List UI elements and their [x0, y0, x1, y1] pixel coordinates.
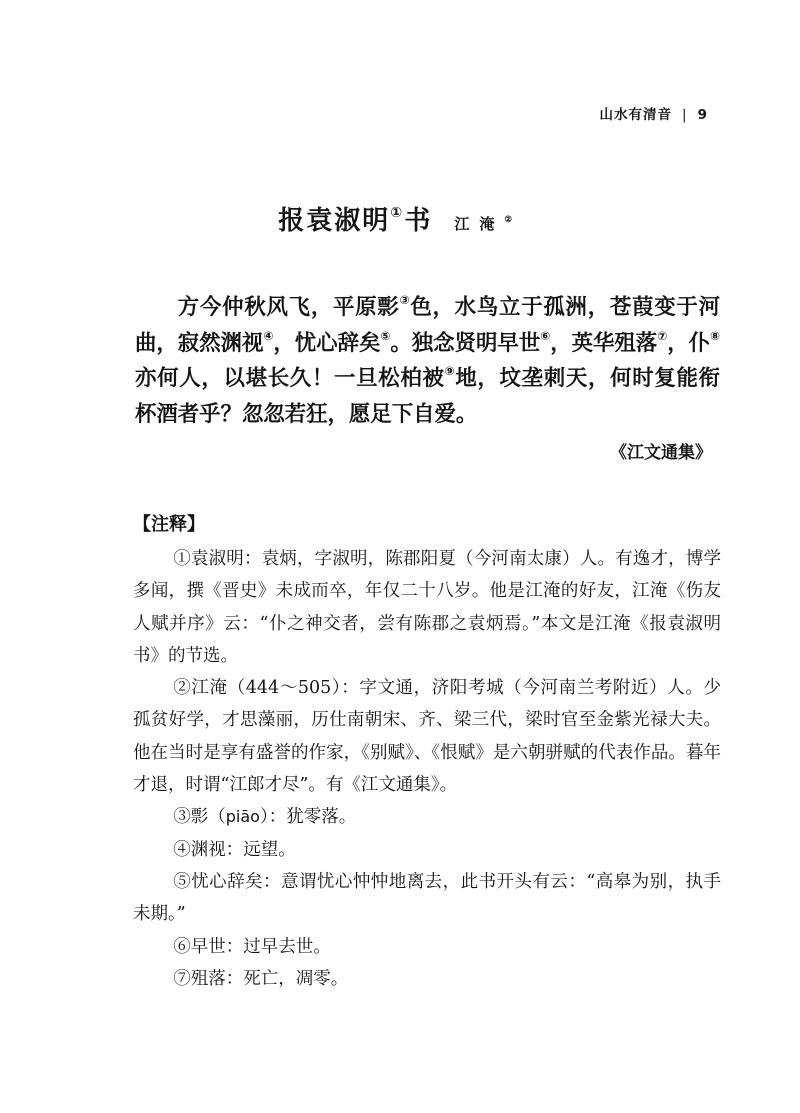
- note-7: ⑦殂落：死亡，凋零。: [173, 968, 349, 989]
- essay-text-segment: ，英华殂落: [550, 330, 658, 356]
- essay-text-segment: 色，水鸟立于孤洲，苍葭变于河曲，寂然渊视: [135, 295, 720, 356]
- essay-text-segment: 方今仲秋风飞，平原彯: [177, 295, 400, 320]
- essay-text-segment: 亦何人，以堪长久！一旦松柏被: [135, 366, 445, 391]
- title-text-part-2: 书: [404, 206, 433, 236]
- note-3: [133, 801, 721, 833]
- author-text: 江淹: [454, 215, 505, 233]
- running-title: 山水有清音: [599, 107, 673, 123]
- essay-text-segment: 地，坟垄刺天，何时复能衔杯酒者乎？忽忽若狂，愿足下自爱。: [135, 366, 720, 427]
- note-marker: ③: [399, 293, 411, 307]
- note-5: ⑤忧心辞矣：意谓忧心忡忡地离去，此书开头有云：“高皋为别，执手未期。”: [133, 871, 721, 925]
- essay-title: [0, 200, 800, 237]
- title-text-part-1: 报袁淑明: [278, 206, 391, 236]
- note-3-term: ③彯（: [173, 807, 226, 828]
- note-marker: ⑧: [710, 328, 720, 343]
- note-4: ④渊视：远望。: [173, 839, 296, 860]
- title-note-marker: ①: [390, 204, 405, 221]
- note-2: ②江淹（444～505）：字文通，济阳考城（今河南兰考附近）人。少孤贫好学，才思藻丽，历仕南朝宋、齐、梁三代，梁时官至金紫光禄大夫。他在当时是享有盛誉的作家，《别赋》、《恨赋》是六朝骈赋的代表作品。暮年才退，时谓“江郎才尽”。有《江文通集》。: [133, 678, 721, 796]
- note-1: ①袁淑明：袁炳，字淑明，陈郡阳夏（今河南太康）人。有逸才，博学多闻，撰《晋史》未成而卒，年仅二十八岁。他是江淹的好友，江淹《伤友人赋并序》云：“仆之神交者，尝有陈郡之袁炳焉。”本文是江淹《报袁淑明书》的节选。: [133, 549, 721, 666]
- page-number: 9: [697, 107, 708, 123]
- note-6: ⑥早世：过早去世。: [173, 936, 331, 957]
- notes-list: [133, 543, 721, 995]
- note-3-pinyin: piāo: [225, 807, 260, 827]
- source-citation: 《江文通集》: [610, 443, 712, 463]
- essay-paragraph: [135, 290, 720, 432]
- note-3-definition: ）：犹零落。: [259, 807, 357, 828]
- note-marker: ⑤: [380, 328, 391, 343]
- essay-body: [135, 290, 720, 432]
- note-marker: ⑦: [657, 328, 668, 343]
- author-note-marker: ②: [504, 214, 522, 224]
- essay-text-segment: ，仆: [667, 330, 711, 356]
- note-marker: ⑥: [540, 328, 551, 343]
- essay-text-segment: ，忧心辞矣: [273, 330, 381, 356]
- title-main: [278, 206, 432, 236]
- header-separator: |: [682, 107, 688, 123]
- notes-heading: 【注释】: [133, 514, 205, 535]
- running-header: [600, 103, 708, 123]
- essay-text-segment: 。独念贤明早世: [390, 330, 541, 356]
- note-marker: ④: [263, 328, 274, 343]
- note-marker: ⑨: [444, 364, 456, 378]
- author-name: [454, 215, 521, 233]
